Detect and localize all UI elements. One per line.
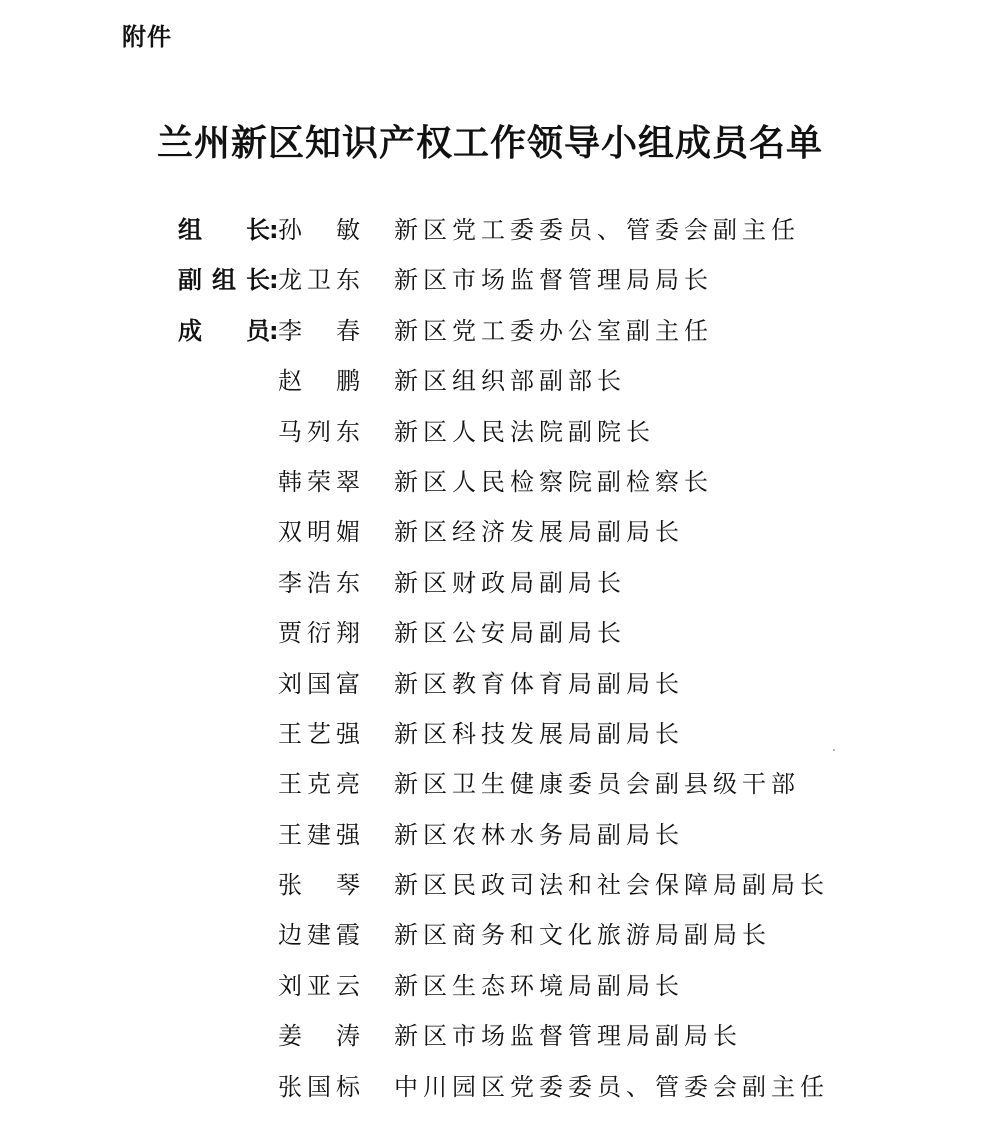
member-position: 新区科技发展局副局长 — [394, 719, 684, 748]
member-position: 新区农林水务局副局长 — [394, 820, 684, 849]
role-colon: : — [269, 216, 279, 244]
member-row — [178, 1062, 938, 1112]
member-row — [178, 407, 938, 457]
member-row — [178, 457, 938, 507]
member-row — [178, 608, 938, 658]
scan-speck — [833, 749, 835, 751]
member-position: 新区党工委委员、管委会副主任 — [394, 216, 800, 244]
member-position: 新区市场监督管理局局长 — [394, 266, 713, 295]
member-position: 新区经济发展局副局长 — [394, 518, 684, 547]
member-role: 副 组 长 — [178, 266, 270, 295]
member-name: 双 明 媚 — [278, 518, 360, 547]
member-roster — [178, 205, 938, 1112]
member-row — [178, 205, 938, 255]
member-position: 新区市场监督管理局副局长 — [394, 1022, 742, 1051]
member-name: 张 琴 — [278, 871, 360, 900]
member-row — [178, 558, 938, 608]
member-position: 中川园区党委委员、管委会副主任 — [394, 1072, 829, 1101]
member-row — [178, 255, 938, 305]
member-row — [178, 356, 938, 406]
member-position: 新区公安局副局长 — [394, 619, 626, 648]
member-name: 姜 涛 — [278, 1022, 360, 1051]
member-name: 边 建 霞 — [278, 921, 360, 950]
member-position: 新区商务和文化旅游局副局长 — [394, 921, 771, 950]
member-position: 新区生态环境局副局长 — [394, 971, 684, 1000]
member-role: 组 长 — [178, 216, 270, 244]
member-name: 李 浩 东 — [278, 568, 360, 597]
member-position: 新区人民检察院副检察长 — [394, 467, 713, 496]
member-name: 龙 卫 东 — [278, 266, 360, 295]
member-role: 成 员 — [178, 316, 270, 345]
attachment-label: 附件 — [122, 23, 172, 51]
member-position: 新区组织部副部长 — [394, 367, 626, 396]
member-row — [178, 759, 938, 809]
member-name: 张 国 标 — [278, 1072, 360, 1101]
member-name: 赵 鹏 — [278, 367, 360, 396]
member-row — [178, 910, 938, 960]
member-row — [178, 709, 938, 759]
member-position: 新区民政司法和社会保障局副局长 — [394, 871, 829, 900]
member-position: 新区人民法院副院长 — [394, 417, 655, 446]
member-name: 刘 亚 云 — [278, 971, 360, 1000]
member-name: 李 春 — [278, 316, 360, 345]
member-name: 王 克 亮 — [278, 770, 360, 799]
member-name: 孙 敏 — [278, 216, 360, 244]
role-colon: : — [269, 316, 279, 345]
member-row — [178, 306, 938, 356]
member-name: 刘 国 富 — [278, 669, 360, 698]
member-position: 新区卫生健康委员会副县级干部 — [394, 770, 800, 799]
member-name: 韩 荣 翠 — [278, 467, 360, 496]
member-row — [178, 507, 938, 557]
member-row — [178, 961, 938, 1011]
role-colon: : — [269, 266, 279, 295]
member-name: 王 艺 强 — [278, 719, 360, 748]
member-position: 新区财政局副局长 — [394, 568, 626, 597]
member-name: 王 建 强 — [278, 820, 360, 849]
member-row — [178, 810, 938, 860]
member-row — [178, 1011, 938, 1061]
member-position: 新区党工委办公室副主任 — [394, 316, 713, 345]
member-name: 马 列 东 — [278, 417, 360, 446]
member-row — [178, 860, 938, 910]
member-row — [178, 659, 938, 709]
member-name: 贾 衍 翔 — [278, 619, 360, 648]
member-position: 新区教育体育局副局长 — [394, 669, 684, 698]
document-title: 兰州新区知识产权工作领导小组成员名单 — [156, 123, 823, 164]
